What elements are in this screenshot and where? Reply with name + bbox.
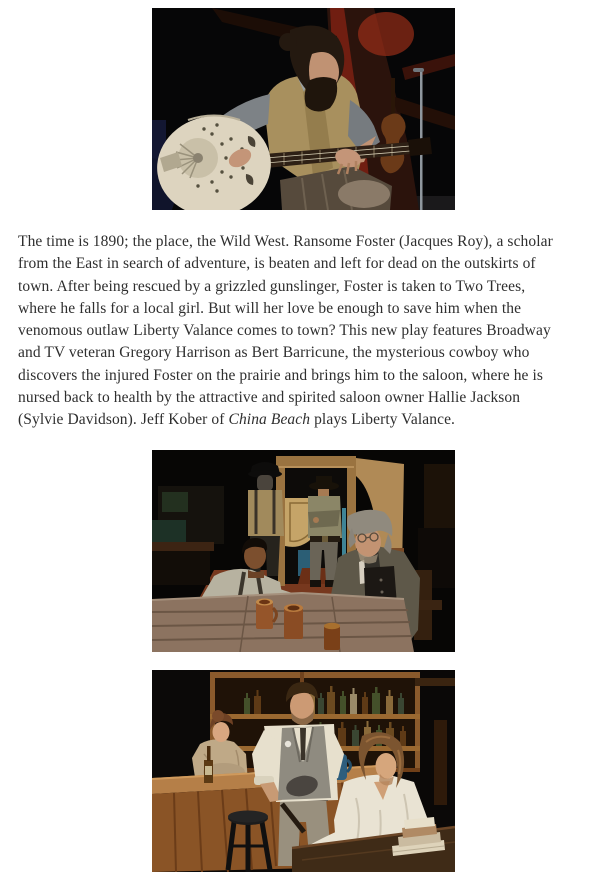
synopsis-line: and TV veteran Gregory Harrison as Bert Barricune, the mysterious cowboy who [18,344,530,362]
saloon-bar-illustration [152,670,455,872]
production-photo-guitarist [152,8,455,210]
synopsis-text: (Sylvie Davidson). Jeff Kober of [18,411,229,429]
synopsis-text: plays Liberty Valance. [310,411,456,429]
synopsis-line-last [18,409,588,431]
right-background [415,670,455,810]
synopsis-line: discovers the injured Foster on the prairie and brings him to the saloon, where he is [18,366,544,384]
synopsis-line: venomous outlaw Liberty Valance comes to town? This new play features Broadway [18,322,551,340]
show-title-italic: China Beach [228,411,311,429]
synopsis-line: town. After being rescued by a grizzled gunslinger, Foster is taken to Two Trees, [18,277,526,295]
saloon-table [152,593,414,652]
stage-guitarist-illustration [152,8,455,210]
saloon-table-illustration [152,450,455,652]
synopsis-line: where he falls for a local girl. But will her love be enough to save him when the [18,299,522,317]
synopsis-line: from the East in search of adventure, is beaten and left for dead on the outskirts of [18,255,536,273]
synopsis-line: nursed back to health by the attractive and spirited saloon owner Hallie Jackson [18,389,521,407]
article-body [0,8,606,895]
production-photo-bar [152,670,455,872]
production-photo-saloon-table [152,450,455,652]
synopsis-line: The time is 1890; the place, the Wild West. Ransome Foster (Jacques Roy), a scholar [18,233,553,250]
synopsis-paragraph [18,231,588,432]
